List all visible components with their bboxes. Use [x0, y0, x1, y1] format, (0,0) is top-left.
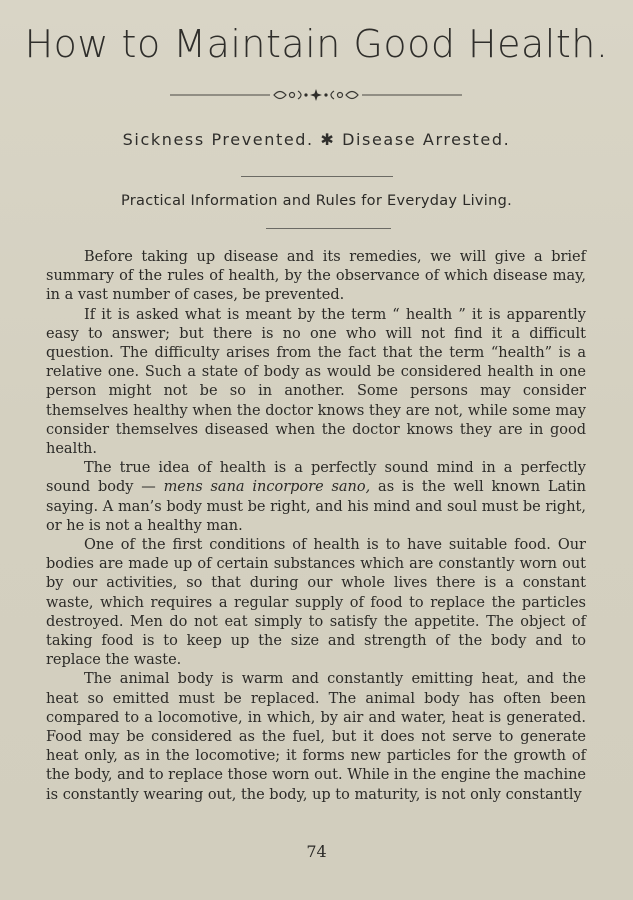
paragraph: One of the first conditions of health is to have suitable food. Our bodies are made up of certain substances which are constantly worn out by our activities, so that during our whole lives there is a constant waste, which requires a regular supply of food to replace the particles destroyed. Men do not eat simply to satisfy the appetite. The object of taking food is to keep up the size and strength of the body and to replace the waste. [46, 537, 586, 669]
latin-phrase: mens sana incorpore sano, [163, 479, 371, 496]
body-text [46, 248, 586, 805]
section-heading: Practical Information and Rules for Everyday Living. [120, 193, 513, 209]
paragraph [46, 459, 586, 536]
page-number: 74 [306, 842, 327, 861]
paragraph: Before taking up disease and its remedies, we will give a brief summary of the rules of health, by the observance of which disease may, in a vast number of cases, be prevented. [46, 249, 586, 304]
paragraph-text: The true idea of health is a perfectly sound mind in a perfectly sound body — [46, 460, 586, 496]
divider-line [241, 176, 393, 177]
page-title: How to Maintain Good Health. [24, 22, 609, 66]
paragraph: If it is asked what is meant by the term “ health ” it is apparently easy to answer; but there is no one who will not find it a difficult question. The difficulty arises from the fact that the term “health” is a relative one. Such a state of body as would be considered health in one person might not be so in another. Some persons may consider themselves healthy when the doctor knows they are not, while some may consider themselves diseased when the doctor knows they are in good health. [46, 306, 586, 458]
page-subtitle: Sickness Prevented. ✱ Disease Arrested. [122, 130, 511, 149]
paragraph-text: as is the well known Latin saying. A man’s body must be right, and his mind and soul must be right, or he is not a healthy man. [46, 479, 586, 534]
paragraph: The animal body is warm and constantly emitting heat, and the heat so emitted must be replaced. The animal body has often been compared to a locomotive, in which, by air and water, heat is generated. Food may be considered as the fuel, but it does not serve to generate heat only, as in the locomotive; it forms new particles for the growth of the body, and to replace those worn out. While in the engine the machine is constantly wearing out, the body, up to maturity, is not only constantly [46, 671, 587, 803]
ornament-divider [170, 88, 462, 102]
divider-line [266, 228, 391, 229]
